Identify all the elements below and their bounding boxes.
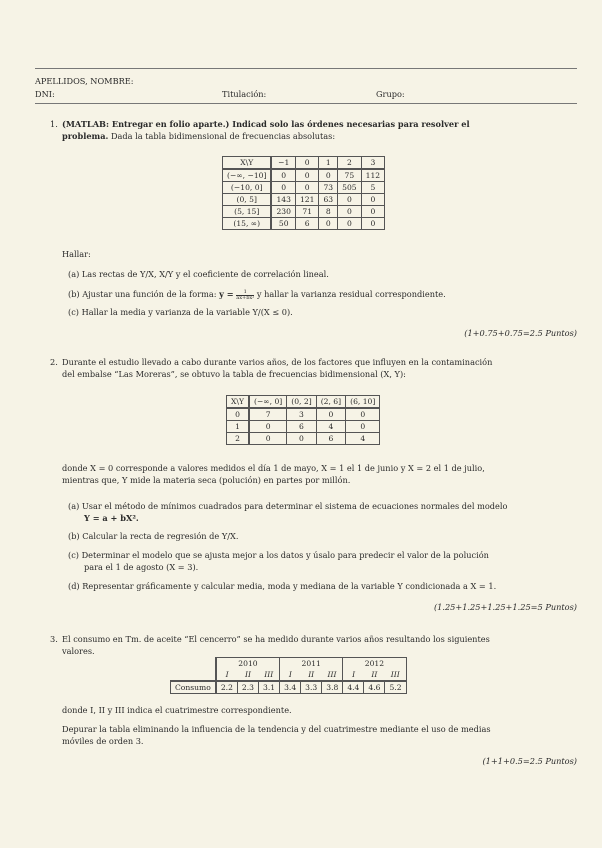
q2-points: (1.25+1.25+1.25+1.25=5 Puntos) (433, 602, 577, 612)
table-header-cell: 3 (361, 157, 385, 170)
degree-label: Titulación: (222, 89, 267, 99)
table-cell: 5 (361, 182, 385, 194)
table-cell: 1 (227, 421, 249, 433)
quarter-header-row (171, 669, 407, 681)
quarter-header-cell: I (343, 669, 364, 681)
table-header-cell: 2 (338, 157, 362, 170)
table-cell: 4 (316, 421, 345, 433)
table-cell: 505 (338, 182, 362, 194)
q2-item-d: (d) Representar gráficamente y calcular media, moda y mediana de la variable Y condicionada a X = 1. (68, 581, 497, 591)
header-rule (35, 103, 577, 104)
table-cell: (15, ∞) (223, 218, 272, 230)
quarter-header-cell: III (385, 669, 406, 681)
table-cell: 143 (271, 194, 295, 206)
table-cell: 71 (295, 206, 319, 218)
table-cell: 0 (249, 421, 287, 433)
table-cell: 8 (319, 206, 338, 218)
q1-number: 1. (50, 119, 58, 129)
table-corner-cell (171, 669, 216, 681)
q1-item-b-lhs: y = (219, 289, 234, 299)
year-header-cell: 2011 (280, 658, 343, 670)
table-cell: 0 (295, 169, 319, 182)
q1-item-b-post: y hallar la varianza residual correspondiente. (256, 289, 446, 299)
q2-desc-line1: donde X = 0 corresponde a valores medidos el día 1 de mayo, X = 1 el 1 de junio y X = 2 el 1 de julio, (62, 463, 485, 473)
q3-points: (1+1+0.5=2.5 Puntos) (482, 756, 577, 766)
table-cell: 0 (346, 408, 380, 421)
table-header-row (223, 157, 385, 170)
q3-task-line1: Depurar la tabla eliminando la influencia de la tendencia y del cuatrimestre mediante el uso de medias (62, 724, 491, 734)
table-header-cell: (0, 2] (287, 396, 316, 409)
q3-intro-line2: valores. (62, 646, 95, 656)
quarter-header-cell: II (364, 669, 385, 681)
table-cell: 0 (346, 421, 380, 433)
q1-intro-line2 (62, 130, 335, 143)
table-cell: 5.2 (385, 681, 406, 694)
table-cell: 3.3 (301, 681, 322, 694)
quarter-header-cell: I (216, 669, 238, 681)
quarter-header-cell: III (322, 669, 343, 681)
q1-frequency-table (222, 156, 385, 230)
table-header-cell: (−∞, 0] (249, 396, 287, 409)
table-header-row (227, 396, 380, 409)
table-cell: 0 (319, 169, 338, 182)
q1-item-a: (a) Las rectas de Y/X, X/Y y el coeficiente de correlación lineal. (68, 269, 329, 279)
table-cell: 0 (295, 182, 319, 194)
table-cell: 4.4 (343, 681, 364, 694)
table-cell: 3.1 (259, 681, 280, 694)
table-cell: (0, 5] (223, 194, 272, 206)
table-cell: 0 (338, 194, 362, 206)
table-cell: 2.3 (237, 681, 258, 694)
table-cell: 0 (271, 169, 295, 182)
table-cell: (5, 15] (223, 206, 272, 218)
table-header-cell: (6, 10] (346, 396, 380, 409)
table-cell: 63 (319, 194, 338, 206)
q3-number: 3. (50, 634, 58, 644)
table-cell: (−∞, −10] (223, 169, 272, 182)
q3-task-line2: móviles de orden 3. (62, 736, 144, 746)
table-row (223, 194, 385, 206)
table-cell: 3 (287, 408, 316, 421)
table-cell: 0 (249, 433, 287, 445)
table-corner-cell (171, 658, 216, 670)
q1-bold-cont: problema. (62, 131, 109, 141)
top-rule (35, 68, 577, 69)
table-cell: 4 (346, 433, 380, 445)
table-cell: 112 (361, 169, 385, 182)
q1-item-c: (c) Hallar la media y varianza de la variable Y/(X ≤ 0). (68, 307, 293, 317)
table-row (227, 408, 380, 421)
q1-item-b-pre: (b) Ajustar una función de la forma: (68, 289, 217, 299)
q3-note: donde I, II y III indica el cuatrimestre correspondiente. (62, 705, 292, 715)
table-cell: 7 (249, 408, 287, 421)
table-cell: 0 (316, 408, 345, 421)
year-header-cell: 2012 (343, 658, 406, 670)
table-header-cell: −1 (271, 157, 295, 170)
quarter-header-cell: III (259, 669, 280, 681)
table-header-cell: (2, 6] (316, 396, 345, 409)
q1-item-b-fraction (236, 290, 254, 301)
quarter-header-cell: I (280, 669, 301, 681)
q1-hallar: Hallar: (62, 249, 91, 259)
q3-intro-line1: El consumo en Tm. de aceite “El cencerro” se ha medido durante varios años resultando los siguientes (62, 634, 490, 644)
table-header-cell: 0 (295, 157, 319, 170)
q2-frequency-table (226, 395, 380, 445)
table-cell: 6 (287, 421, 316, 433)
table-cell: 0 (271, 182, 295, 194)
q2-desc-line2: mientras que, Y mide la materia seca (polución) en partes por millón. (62, 475, 351, 485)
table-cell: 3.4 (280, 681, 301, 694)
table-row (223, 169, 385, 182)
table-cell: 73 (319, 182, 338, 194)
q2-item-a-line1: (a) Usar el método de mínimos cuadrados para determinar el sistema de ecuaciones normales del modelo (68, 501, 508, 511)
table-header-cell: 1 (319, 157, 338, 170)
table-row (223, 182, 385, 194)
table-cell: 4.6 (364, 681, 385, 694)
q1-item-b (68, 288, 446, 301)
table-cell: 50 (271, 218, 295, 230)
quarter-header-cell: II (301, 669, 322, 681)
q2-intro-line2: del embalse “Las Moreras”, se obtuvo la tabla de frecuencias bidimensional (X, Y): (62, 369, 406, 379)
table-header-cell: X\Y (223, 157, 272, 170)
table-cell: 0 (361, 194, 385, 206)
dni-label: DNI: (35, 89, 55, 99)
table-cell: (−10, 0] (223, 182, 272, 194)
q1-intro-rest: Dada la tabla bidimensional de frecuencias absolutas: (110, 131, 336, 141)
q2-item-a-line2: Y = a + bX². (84, 513, 139, 523)
table-row (227, 421, 380, 433)
table-cell: 2.2 (216, 681, 238, 694)
table-cell: 0 (361, 206, 385, 218)
table-cell: 0 (338, 218, 362, 230)
year-header-cell: 2010 (216, 658, 280, 670)
year-header-row (171, 658, 407, 670)
consumption-row (171, 681, 407, 694)
table-row (227, 433, 380, 445)
table-cell: 75 (338, 169, 362, 182)
table-cell: 121 (295, 194, 319, 206)
q1-points: (1+0.75+0.75=2.5 Puntos) (464, 328, 577, 338)
q2-item-c-line2: para el 1 de agosto (X = 3). (84, 562, 199, 572)
q2-item-b: (b) Calcular la recta de regresión de Y/X. (68, 531, 239, 541)
table-cell: 0 (227, 408, 249, 421)
table-cell: 0 (361, 218, 385, 230)
table-row (223, 206, 385, 218)
table-cell: 0 (287, 433, 316, 445)
table-cell: 6 (316, 433, 345, 445)
name-label: APELLIDOS, NOMBRE: (35, 76, 134, 86)
table-cell: 0 (338, 206, 362, 218)
q1-bold-intro: (MATLAB: Entregar en folio aparte.) Indicad solo las órdenes necesarias para resolver el (62, 119, 470, 129)
table-row (223, 218, 385, 230)
row-label-cell: Consumo (171, 681, 216, 694)
group-label: Grupo: (376, 89, 405, 99)
table-header-cell: X\Y (227, 396, 249, 409)
fraction-numerator: 1 (236, 290, 254, 296)
q2-intro-line1: Durante el estudio llevado a cabo durante varios años, de los factores que influyen en la contaminación (62, 357, 493, 367)
fraction-denominator: ax+bx² (236, 294, 255, 301)
table-cell: 0 (319, 218, 338, 230)
q2-item-c-line1: (c) Determinar el modelo que se ajusta mejor a los datos y úsalo para predecir el valor de la polución (68, 550, 489, 560)
q3-consumption-table (170, 657, 407, 694)
table-cell: 3.8 (322, 681, 343, 694)
quarter-header-cell: II (237, 669, 258, 681)
table-cell: 230 (271, 206, 295, 218)
q2-number: 2. (50, 357, 58, 367)
table-cell: 6 (295, 218, 319, 230)
table-cell: 2 (227, 433, 249, 445)
